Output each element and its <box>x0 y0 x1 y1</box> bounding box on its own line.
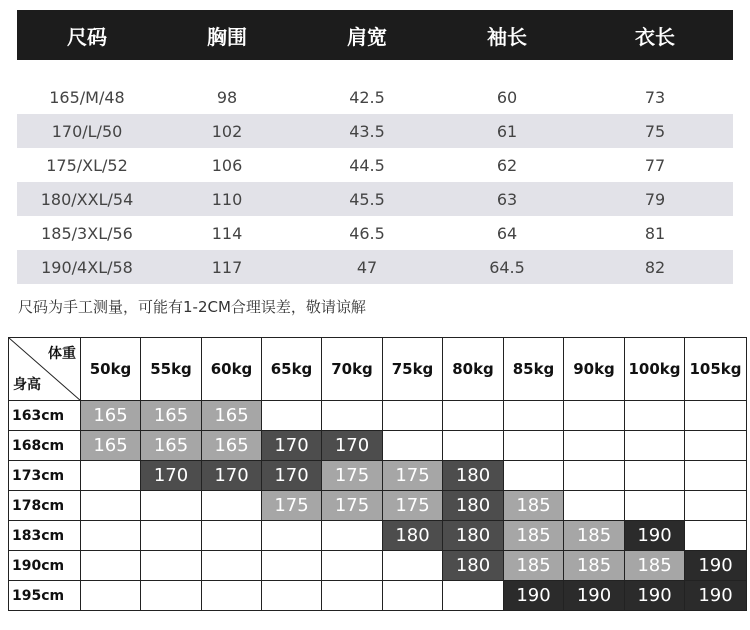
measurement-note: 尺码为手工测量，可能有1-2CM合理误差，敬请谅解 <box>18 298 366 316</box>
header-sleeve: 袖长 <box>487 24 527 49</box>
size-recommendation-cell: 190 <box>504 581 564 611</box>
size-chart-header <box>17 10 733 60</box>
chest-cell: 114 <box>211 223 243 243</box>
empty-cell <box>625 401 685 431</box>
empty-cell <box>141 581 202 611</box>
header-chest: 胸围 <box>207 24 247 49</box>
empty-cell <box>141 521 202 551</box>
size-cell: 180/XXL/54 <box>40 189 134 209</box>
weight-header: 75kg <box>383 338 443 401</box>
length-cell: 75 <box>644 121 666 141</box>
weight-height-grid <box>8 337 747 611</box>
size-recommendation-cell: 175 <box>322 461 383 491</box>
empty-cell <box>564 401 625 431</box>
sleeve-cell: 62 <box>496 155 518 175</box>
size-recommendation-cell: 180 <box>443 491 504 521</box>
chest-cell: 102 <box>211 121 243 141</box>
length-cell: 79 <box>644 189 666 209</box>
sleeve-cell: 61 <box>496 121 518 141</box>
empty-cell <box>443 431 504 461</box>
empty-cell <box>262 581 322 611</box>
size-recommendation-cell: 185 <box>504 521 564 551</box>
empty-cell <box>625 461 685 491</box>
empty-cell <box>81 461 141 491</box>
sleeve-cell: 64 <box>496 223 518 243</box>
header-size: 尺码 <box>67 24 107 49</box>
table-row <box>17 182 733 216</box>
size-recommendation-cell: 185 <box>504 551 564 581</box>
length-cell: 81 <box>644 223 666 243</box>
empty-cell <box>625 491 685 521</box>
grid-row <box>9 461 747 491</box>
empty-cell <box>81 551 141 581</box>
grid-corner <box>9 338 81 401</box>
size-recommendation-cell: 180 <box>443 551 504 581</box>
height-label: 173cm <box>9 461 81 491</box>
empty-cell <box>383 551 443 581</box>
chest-cell: 110 <box>211 189 243 209</box>
size-recommendation-cell: 180 <box>383 521 443 551</box>
empty-cell <box>564 461 625 491</box>
empty-cell <box>202 581 262 611</box>
header-length: 衣长 <box>635 24 675 49</box>
grid-row <box>9 491 747 521</box>
length-cell: 73 <box>644 87 666 107</box>
grid-row <box>9 431 747 461</box>
spacer <box>17 60 733 80</box>
size-recommendation-cell: 170 <box>262 461 322 491</box>
empty-cell <box>262 401 322 431</box>
empty-cell <box>504 461 564 491</box>
empty-cell <box>202 491 262 521</box>
size-recommendation-cell: 190 <box>685 581 747 611</box>
empty-cell <box>81 491 141 521</box>
height-label: 168cm <box>9 431 81 461</box>
grid-row <box>9 551 747 581</box>
weight-header: 85kg <box>504 338 564 401</box>
size-recommendation-cell: 175 <box>322 491 383 521</box>
empty-cell <box>383 431 443 461</box>
empty-cell <box>262 521 322 551</box>
empty-cell <box>141 491 202 521</box>
empty-cell <box>262 551 322 581</box>
weight-header: 105kg <box>685 338 747 401</box>
size-recommendation-cell: 190 <box>564 581 625 611</box>
weight-header: 70kg <box>322 338 383 401</box>
empty-cell <box>443 401 504 431</box>
size-recommendation-cell: 185 <box>625 551 685 581</box>
empty-cell <box>685 521 747 551</box>
size-recommendation-cell: 170 <box>141 461 202 491</box>
empty-cell <box>322 581 383 611</box>
weight-header: 100kg <box>625 338 685 401</box>
size-recommendation-cell: 190 <box>625 581 685 611</box>
empty-cell <box>141 551 202 581</box>
grid-header-row <box>9 338 747 401</box>
weight-header: 60kg <box>202 338 262 401</box>
height-label: 190cm <box>9 551 81 581</box>
empty-cell <box>81 581 141 611</box>
size-recommendation-cell: 190 <box>625 521 685 551</box>
empty-cell <box>202 521 262 551</box>
grid-row <box>9 401 747 431</box>
size-recommendation-cell: 170 <box>202 461 262 491</box>
size-recommendation-cell: 185 <box>564 521 625 551</box>
length-cell: 77 <box>644 155 666 175</box>
size-recommendation-cell: 165 <box>81 401 141 431</box>
height-label: 183cm <box>9 521 81 551</box>
weight-axis-label: 体重 <box>48 346 76 362</box>
empty-cell <box>504 401 564 431</box>
empty-cell <box>625 431 685 461</box>
size-recommendation-cell: 165 <box>141 431 202 461</box>
empty-cell <box>322 551 383 581</box>
shoulder-cell: 47 <box>356 257 378 277</box>
empty-cell <box>202 551 262 581</box>
height-label: 163cm <box>9 401 81 431</box>
chest-cell: 117 <box>211 257 243 277</box>
size-cell: 185/3XL/56 <box>41 223 133 243</box>
weight-header: 90kg <box>564 338 625 401</box>
chest-cell: 106 <box>211 155 243 175</box>
weight-header: 65kg <box>262 338 322 401</box>
sleeve-cell: 60 <box>496 87 518 107</box>
height-label: 195cm <box>9 581 81 611</box>
size-cell: 165/M/48 <box>49 87 125 107</box>
table-row <box>17 114 733 148</box>
grid-row <box>9 521 747 551</box>
size-recommendation-cell: 175 <box>383 461 443 491</box>
empty-cell <box>383 401 443 431</box>
size-recommendation-cell: 170 <box>262 431 322 461</box>
size-recommendation-cell: 180 <box>443 521 504 551</box>
size-recommendation-cell: 165 <box>81 431 141 461</box>
size-recommendation-cell: 185 <box>504 491 564 521</box>
empty-cell <box>504 431 564 461</box>
empty-cell <box>322 521 383 551</box>
empty-cell <box>685 491 747 521</box>
header-shoulder: 肩宽 <box>347 24 387 49</box>
empty-cell <box>81 521 141 551</box>
size-cell: 170/L/50 <box>51 121 123 141</box>
empty-cell <box>685 461 747 491</box>
size-recommendation-cell: 165 <box>202 431 262 461</box>
chest-cell: 98 <box>216 87 238 107</box>
length-cell: 82 <box>644 257 666 277</box>
size-recommendation-cell: 165 <box>202 401 262 431</box>
size-cell: 175/XL/52 <box>46 155 128 175</box>
weight-header: 50kg <box>81 338 141 401</box>
shoulder-cell: 44.5 <box>349 155 385 175</box>
empty-cell <box>383 581 443 611</box>
table-row <box>17 250 733 284</box>
empty-cell <box>322 401 383 431</box>
empty-cell <box>443 581 504 611</box>
shoulder-cell: 45.5 <box>349 189 385 209</box>
size-chart-table <box>17 10 733 284</box>
shoulder-cell: 43.5 <box>349 121 385 141</box>
grid-row <box>9 581 747 611</box>
size-recommendation-cell: 175 <box>262 491 322 521</box>
size-recommendation-cell: 190 <box>685 551 747 581</box>
table-row <box>17 148 733 182</box>
size-recommendation-cell: 185 <box>564 551 625 581</box>
table-row <box>17 216 733 250</box>
table-row <box>17 80 733 114</box>
size-recommendation-cell: 165 <box>141 401 202 431</box>
size-recommendation-cell: 180 <box>443 461 504 491</box>
shoulder-cell: 46.5 <box>349 223 385 243</box>
empty-cell <box>564 431 625 461</box>
empty-cell <box>685 431 747 461</box>
height-label: 178cm <box>9 491 81 521</box>
sleeve-cell: 64.5 <box>489 257 525 277</box>
empty-cell <box>685 401 747 431</box>
height-axis-label: 身高 <box>13 377 41 393</box>
weight-header: 55kg <box>141 338 202 401</box>
size-recommendation-cell: 175 <box>383 491 443 521</box>
weight-header: 80kg <box>443 338 504 401</box>
sleeve-cell: 63 <box>496 189 518 209</box>
shoulder-cell: 42.5 <box>349 87 385 107</box>
size-cell: 190/4XL/58 <box>41 257 133 277</box>
empty-cell <box>564 491 625 521</box>
size-recommendation-cell: 170 <box>322 431 383 461</box>
